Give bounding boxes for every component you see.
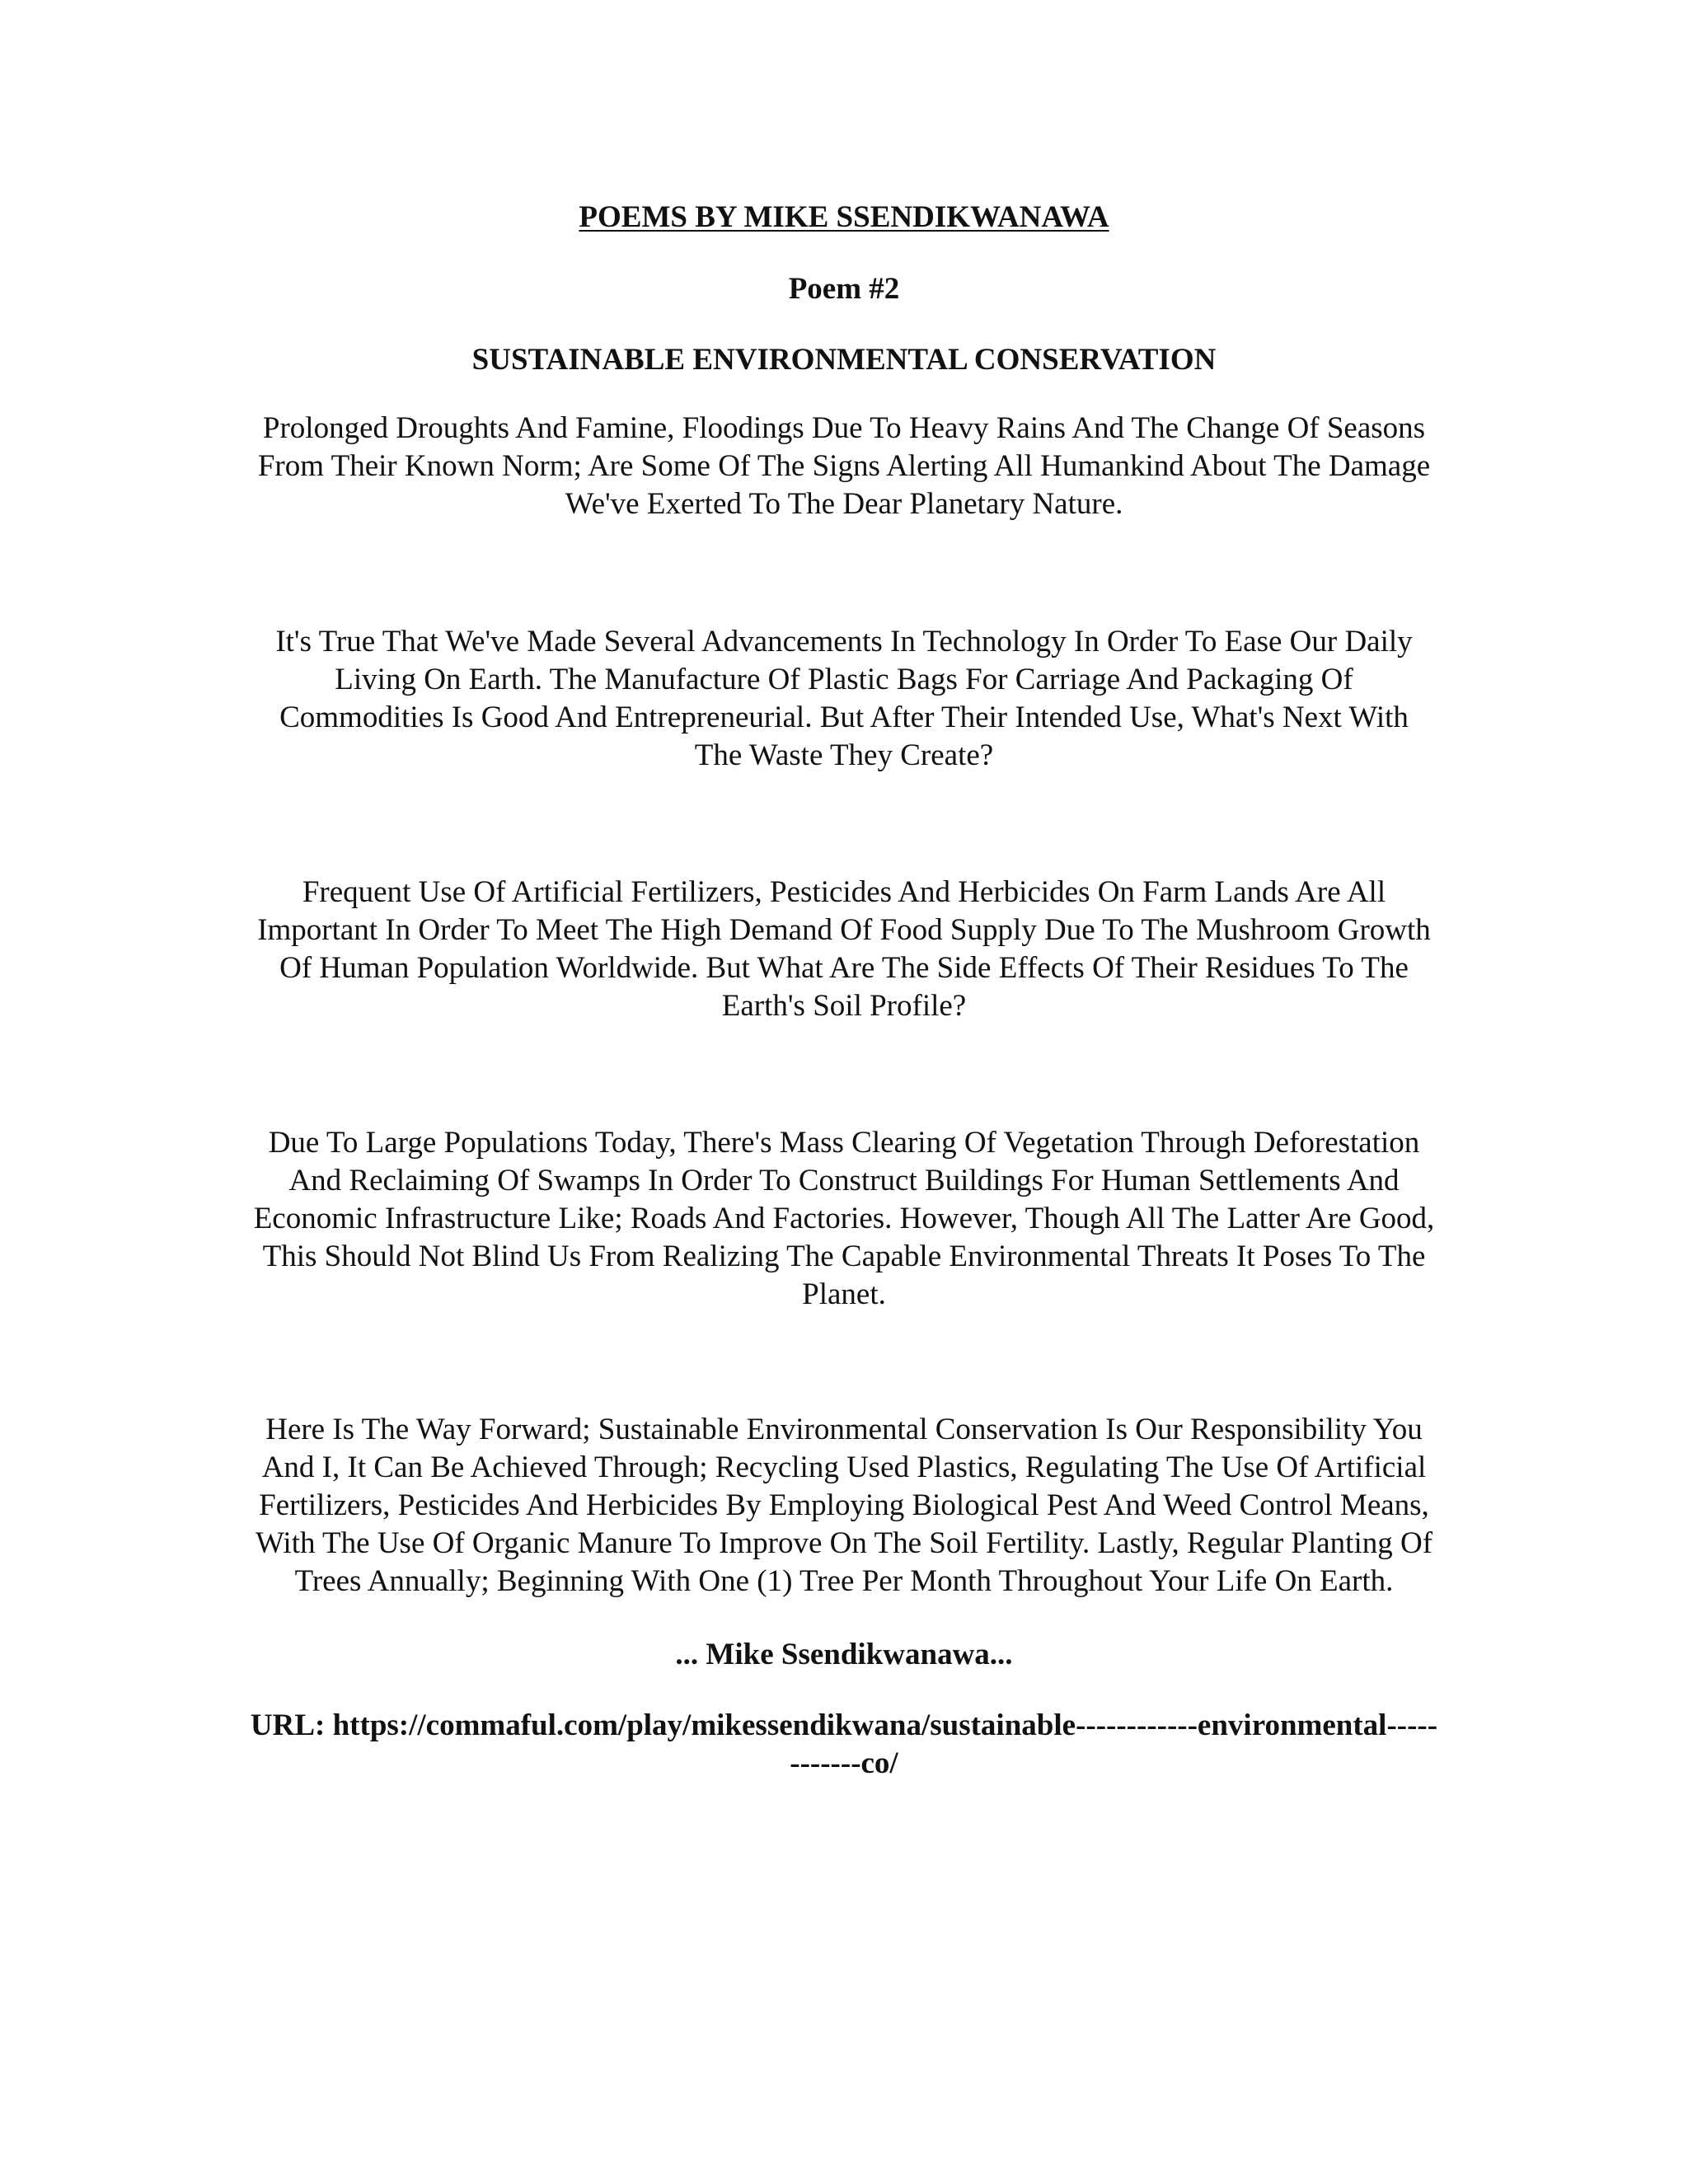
stanza-line: Frequent Use Of Artificial Fertilizers, Pesticides And Herbicides On Farm Lands Are All [302,875,1386,909]
source-url [185,1707,1503,1783]
stanza-4 [185,1124,1503,1314]
stanza-line: Due To Large Populations Today, There's Mass Clearing Of Vegetation Through Deforestation [268,1126,1420,1160]
collection-header [0,199,1688,237]
stanza-line: Earth's Soil Profile? [721,989,967,1023]
stanza-1 [185,410,1503,523]
stanza-line: We've Exerted To The Dear Planetary Nature. [565,487,1123,521]
stanza-line: Prolonged Droughts And Famine, Floodings Due To Heavy Rains And The Change Of Seasons [262,411,1426,445]
author-signature: ... Mike Ssendikwanawa... [675,1638,1013,1671]
stanza-line: Economic Infrastructure Like; Roads And Factories. However, Though All The Latter Are Good, [253,1202,1435,1235]
stanza-line: And I, It Can Be Achieved Through; Recycling Used Plastics, Regulating The Use Of Artificial [261,1451,1427,1484]
stanza-line: Planet. [802,1277,886,1311]
url-line: -------co/ [790,1746,898,1780]
url-line: URL: https://commaful.com/play/mikessendikwana/sustainable------------environmental----- [250,1708,1438,1742]
stanza-line: Here Is The Way Forward; Sustainable Environmental Conservation Is Our Responsibility You [265,1413,1423,1446]
stanza-line: The Waste They Create? [694,738,994,772]
stanza-line: Important In Order To Meet The High Demand Of Food Supply Due To The Mushroom Growth [257,913,1431,947]
stanza-line: Living On Earth. The Manufacture Of Plastic Bags For Carriage And Packaging Of [335,663,1353,696]
stanza-line: With The Use Of Organic Manure To Improve On The Soil Fertility. Lastly, Regular Planting Of [255,1526,1433,1560]
poem-title: SUSTAINABLE ENVIRONMENTAL CONSERVATION [471,343,1217,377]
stanza-line: Commodities Is Good And Entrepreneurial. But After Their Intended Use, What's Next With [279,701,1409,734]
stanza-5 [185,1411,1503,1601]
stanza-line: And Reclaiming Of Swamps In Order To Construct Buildings For Human Settlements And [288,1164,1400,1197]
stanza-line: Fertilizers, Pesticides And Herbicides By Employing Biological Pest And Weed Control Means, [259,1488,1429,1522]
stanza-3 [185,874,1503,1025]
stanza-2 [185,623,1503,775]
stanza-line: It's True That We've Made Several Advancements In Technology In Order To Ease Our Daily [275,625,1413,658]
poem-number: Poem #2 [788,272,900,306]
collection-header-text: POEMS BY MIKE SSENDIKWANAWA [579,200,1109,234]
stanza-line: Trees Annually; Beginning With One (1) Tree Per Month Throughout Your Life On Earth. [294,1564,1394,1598]
stanza-line: This Should Not Blind Us From Realizing The Capable Environmental Threats It Poses To The [262,1240,1426,1273]
stanza-line: From Their Known Norm; Are Some Of The Signs Alerting All Humankind About The Damage [257,449,1431,483]
stanza-line: Of Human Population Worldwide. But What Are The Side Effects Of Their Residues To The [279,951,1409,985]
